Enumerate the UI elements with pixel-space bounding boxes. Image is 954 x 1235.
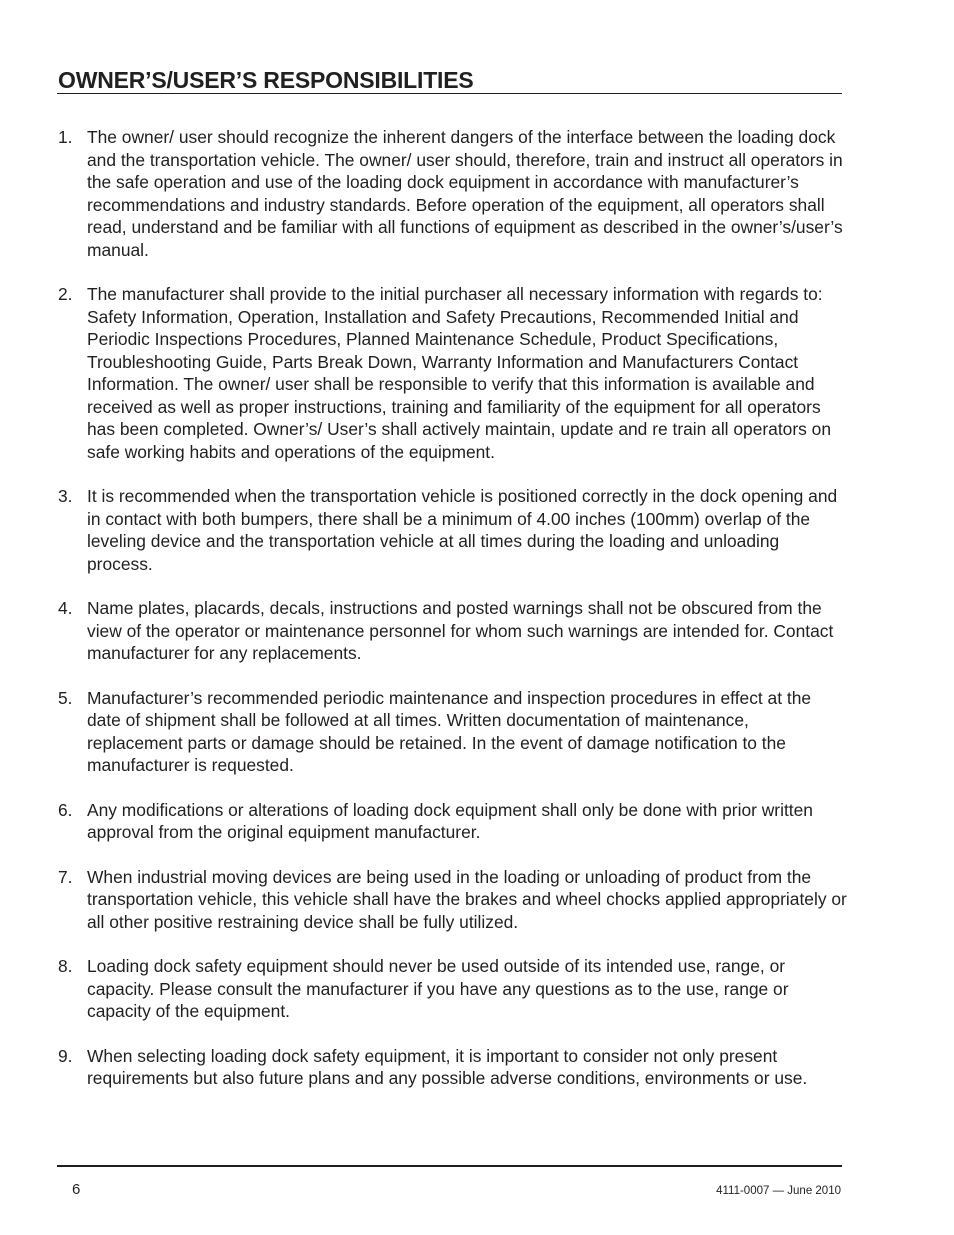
list-item — [58, 283, 848, 463]
list-item — [58, 799, 848, 844]
list-item-text: Name plates, placards, decals, instructions and posted warnings shall not be obscured from the view of the operator or maintenance personnel for whom such warnings are intended for. Contact manufacturer for any replacements. — [87, 598, 834, 663]
list-item-text: It is recommended when the transportation vehicle is positioned correctly in the dock opening and in contact with both bumpers, there shall be a minimum of 4.00 inches (100mm) overlap of the leveling device and the transportation vehicle at all times during the loading and unloading process. — [87, 486, 838, 574]
list-item-number: 7. — [58, 866, 73, 887]
list-item — [58, 485, 848, 575]
responsibilities-list — [58, 126, 848, 1112]
title-divider — [57, 93, 842, 94]
page-title: OWNER’S/USER’S RESPONSIBILITIES — [58, 67, 474, 93]
list-item-text: The owner/ user should recognize the inherent dangers of the interface between the loading dock and the transportation vehicle. The owner/ user should, therefore, train and instruct all operators in the safe operation and use of the loading dock equipment in accordance with manufacturer’s recommendations and industry standards. Before operation of the equipment, all operators shall read, understand and be familiar with all functions of equipment as described in the owner’s/user’s manual. — [87, 127, 843, 260]
list-item-text: Loading dock safety equipment should never be used outside of its intended use, range, or capacity. Please consult the manufacturer if you have any questions as to the use, range or capacity of the equipment. — [87, 956, 789, 1021]
list-item-number: 1. — [58, 127, 73, 147]
footer-divider — [57, 1165, 842, 1167]
list-item — [58, 1045, 848, 1090]
list-item-text: Manufacturer’s recommended periodic maintenance and inspection procedures in effect at the date of shipment shall be followed at all times. Written documentation of maintenance, replacement parts or damage should be retained. In the event of damage notification to the manufacturer is requested. — [87, 687, 812, 775]
list-item-text: Any modifications or alterations of loading dock equipment shall only be done with prior written approval from the original equipment manufacturer. — [87, 799, 813, 842]
list-item-text: When industrial moving devices are being used in the loading or unloading of product from the transportation vehicle, this vehicle shall have the brakes and wheel chocks applied appropriately or all other positive restraining device shall be fully utilized. — [87, 866, 847, 932]
list-item — [58, 126, 848, 261]
list-item-number: 6. — [58, 799, 73, 820]
list-item-number: 8. — [58, 956, 73, 976]
list-item-number: 2. — [58, 284, 73, 304]
list-item-text: When selecting loading dock safety equipment, it is important to consider not only present requirements but also future plans and any possible adverse conditions, environments or use. — [87, 1045, 808, 1088]
list-item — [58, 687, 848, 777]
list-item-text: The manufacturer shall provide to the initial purchaser all necessary information with regards to: Safety Information, Operation, Installation and Safety Precautions, Recommended Initial and Periodic Inspections Procedures, Planned Maintenance Schedule, Product Specifications, Troubleshooting Guide, Parts Break Down, Warranty Information and Manufacturers Contact Information. The owner/ user shall be responsible to verify that this information is available and received as well as proper instructions, training and familiarity of the equipment for all operators has been completed. Owner’s/ User’s shall actively maintain, update and re train all operators on safe working habits and operations of the equipment. — [87, 284, 832, 462]
page-number: 6 — [72, 1181, 81, 1198]
list-item-number: 3. — [58, 486, 73, 506]
list-item-number: 5. — [58, 687, 73, 708]
list-item-number: 4. — [58, 598, 73, 618]
document-code: 4111-0007 — June 2010 — [716, 1185, 841, 1197]
list-item — [58, 597, 848, 665]
list-item-number: 9. — [58, 1045, 73, 1066]
list-item — [58, 955, 848, 1023]
list-item — [58, 866, 848, 934]
